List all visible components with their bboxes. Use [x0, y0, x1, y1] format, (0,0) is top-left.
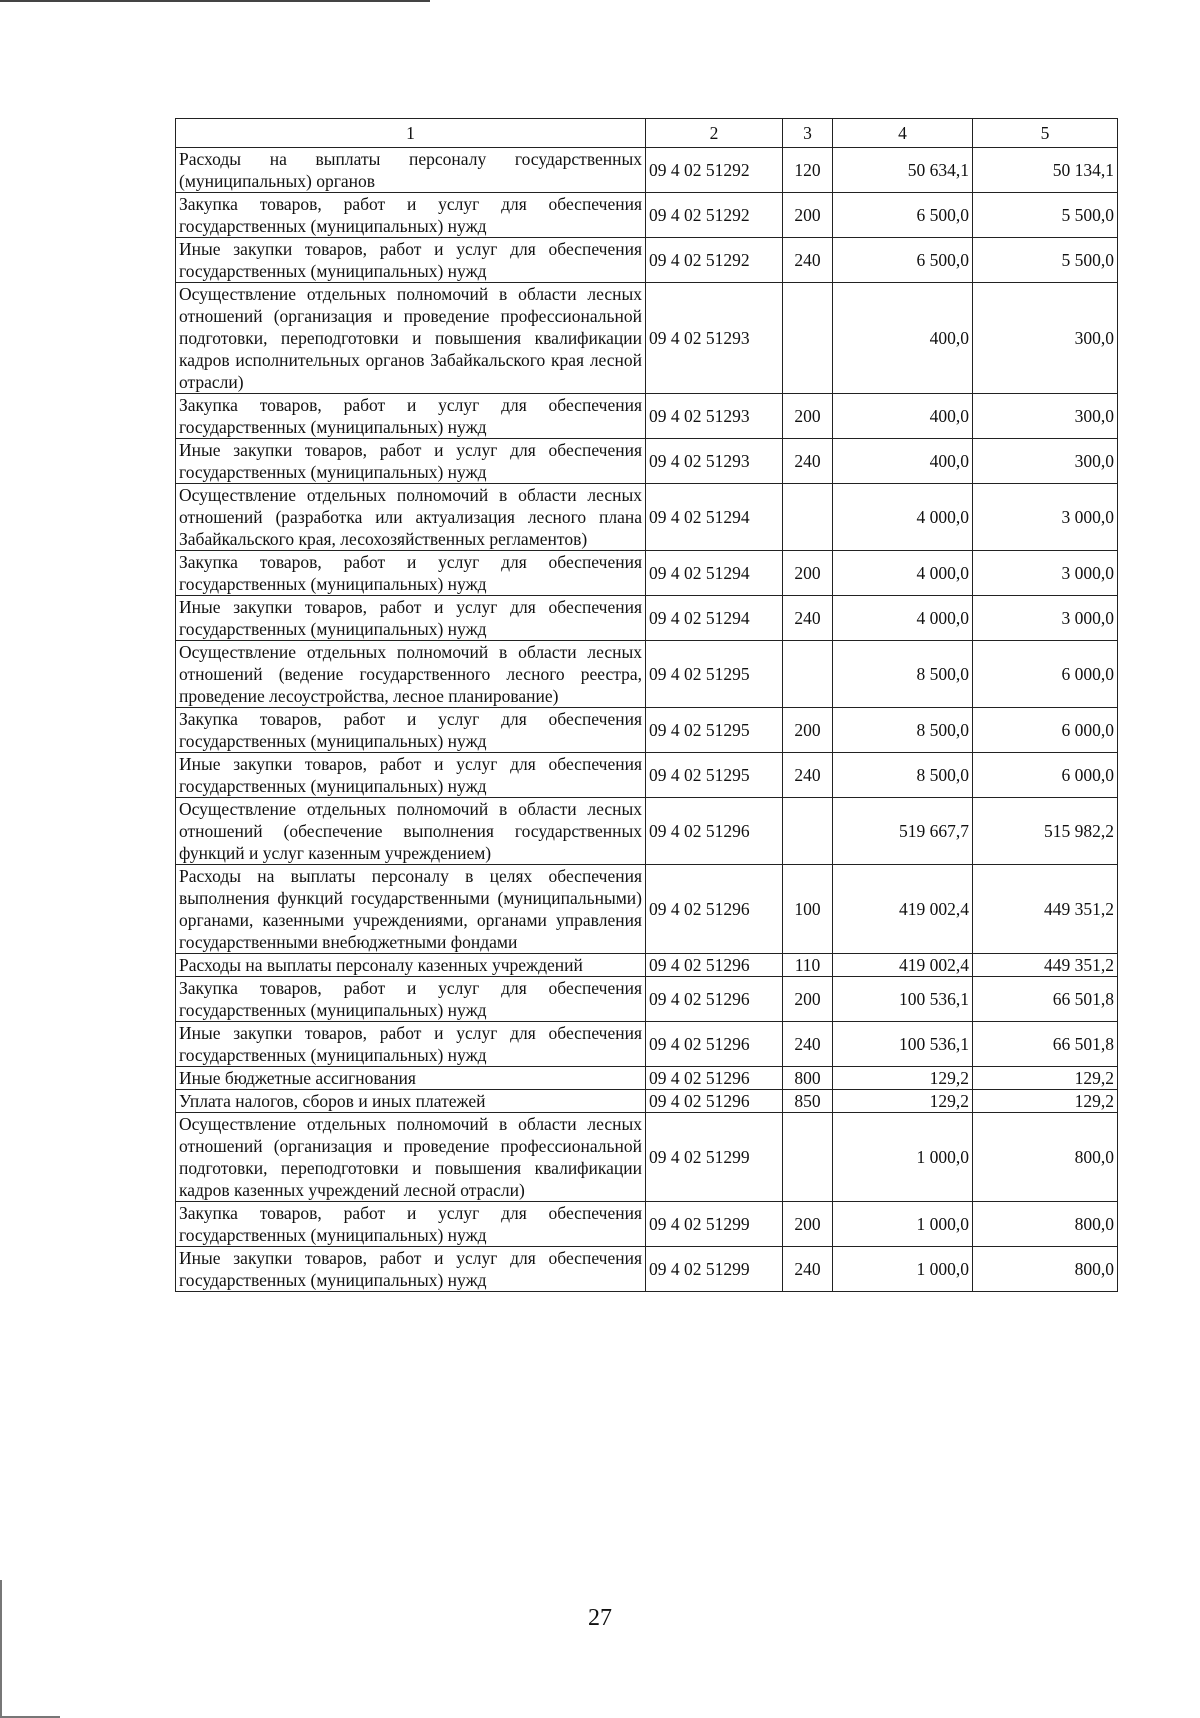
amount-col4-cell: 6 500,0 — [833, 193, 973, 238]
table-header-row — [176, 119, 1118, 148]
expense-type-cell — [783, 798, 833, 865]
table-row — [176, 1067, 1118, 1090]
expense-type-cell: 200 — [783, 394, 833, 439]
table-row — [176, 977, 1118, 1022]
target-code-cell: 09 4 02 51296 — [646, 865, 783, 954]
expense-name-cell: Осуществление отдельных полномочий в области лесных отношений (организация и проведение профессиональной подготовки, переподготовки и повышения квалификации кадров исполнительных органов Забайкальского края лесной отрасли) — [176, 283, 646, 394]
amount-col4-cell: 1 000,0 — [833, 1202, 973, 1247]
amount-col5-cell: 800,0 — [973, 1202, 1118, 1247]
expense-type-cell — [783, 1113, 833, 1202]
amount-col5-cell: 800,0 — [973, 1247, 1118, 1292]
amount-col5-cell: 66 501,8 — [973, 977, 1118, 1022]
expense-type-cell: 200 — [783, 551, 833, 596]
expense-type-cell: 120 — [783, 148, 833, 193]
table-row — [176, 193, 1118, 238]
expense-type-cell — [783, 641, 833, 708]
amount-col5-cell: 300,0 — [973, 394, 1118, 439]
amount-col4-cell: 100 536,1 — [833, 977, 973, 1022]
expense-name-cell: Иные закупки товаров, работ и услуг для обеспечения государственных (муниципальных) нужд — [176, 439, 646, 484]
expense-name-cell: Закупка товаров, работ и услуг для обеспечения государственных (муниципальных) нужд — [176, 977, 646, 1022]
target-code-cell: 09 4 02 51296 — [646, 977, 783, 1022]
page-number: 27 — [588, 1605, 612, 1631]
expense-name-cell: Иные закупки товаров, работ и услуг для обеспечения государственных (муниципальных) нужд — [176, 1022, 646, 1067]
amount-col4-cell: 8 500,0 — [833, 708, 973, 753]
target-code-cell: 09 4 02 51292 — [646, 193, 783, 238]
target-code-cell: 09 4 02 51296 — [646, 1067, 783, 1090]
expense-name-cell: Осуществление отдельных полномочий в области лесных отношений (организация и проведение профессиональной подготовки, переподготовки и повышения квалификации кадров казенных учреждений лесной отрасли) — [176, 1113, 646, 1202]
table-row — [176, 753, 1118, 798]
amount-col5-cell: 800,0 — [973, 1113, 1118, 1202]
expense-type-cell: 100 — [783, 865, 833, 954]
table-row — [176, 484, 1118, 551]
expense-name-cell: Закупка товаров, работ и услуг для обеспечения государственных (муниципальных) нужд — [176, 193, 646, 238]
table-row — [176, 1090, 1118, 1113]
expense-name-cell: Осуществление отдельных полномочий в области лесных отношений (разработка или актуализация лесного плана Забайкальского края, лесохозяйственных регламентов) — [176, 484, 646, 551]
table-row — [176, 439, 1118, 484]
amount-col5-cell: 5 500,0 — [973, 193, 1118, 238]
expense-type-cell — [783, 283, 833, 394]
expense-name-cell: Расходы на выплаты персоналу государственных (муниципальных) органов — [176, 148, 646, 193]
target-code-cell: 09 4 02 51295 — [646, 641, 783, 708]
amount-col5-cell: 6 000,0 — [973, 753, 1118, 798]
table-body — [176, 148, 1118, 1292]
amount-col5-cell: 129,2 — [973, 1067, 1118, 1090]
table-row — [176, 238, 1118, 283]
table-row — [176, 1202, 1118, 1247]
column-header: 2 — [646, 119, 783, 148]
amount-col5-cell: 6 000,0 — [973, 708, 1118, 753]
target-code-cell: 09 4 02 51294 — [646, 551, 783, 596]
expense-name-cell: Осуществление отдельных полномочий в области лесных отношений (обеспечение выполнения государственных функций и услуг казенным учреждением) — [176, 798, 646, 865]
column-header: 3 — [783, 119, 833, 148]
amount-col4-cell: 4 000,0 — [833, 551, 973, 596]
table-row — [176, 798, 1118, 865]
amount-col4-cell: 4 000,0 — [833, 596, 973, 641]
expense-name-cell: Иные бюджетные ассигнования — [176, 1067, 646, 1090]
target-code-cell: 09 4 02 51299 — [646, 1202, 783, 1247]
table-row — [176, 708, 1118, 753]
table-row — [176, 283, 1118, 394]
expense-name-cell: Уплата налогов, сборов и иных платежей — [176, 1090, 646, 1113]
target-code-cell: 09 4 02 51294 — [646, 484, 783, 551]
expense-type-cell: 240 — [783, 1022, 833, 1067]
expense-type-cell: 850 — [783, 1090, 833, 1113]
amount-col4-cell: 419 002,4 — [833, 954, 973, 977]
amount-col5-cell: 3 000,0 — [973, 484, 1118, 551]
target-code-cell: 09 4 02 51295 — [646, 708, 783, 753]
table-row — [176, 596, 1118, 641]
target-code-cell: 09 4 02 51292 — [646, 148, 783, 193]
target-code-cell: 09 4 02 51294 — [646, 596, 783, 641]
target-code-cell: 09 4 02 51299 — [646, 1113, 783, 1202]
expense-name-cell: Закупка товаров, работ и услуг для обеспечения государственных (муниципальных) нужд — [176, 1202, 646, 1247]
amount-col4-cell: 129,2 — [833, 1090, 973, 1113]
target-code-cell: 09 4 02 51296 — [646, 1090, 783, 1113]
scan-edge-line — [0, 1580, 2, 1718]
expense-type-cell: 200 — [783, 708, 833, 753]
amount-col4-cell: 519 667,7 — [833, 798, 973, 865]
amount-col5-cell: 449 351,2 — [973, 865, 1118, 954]
amount-col5-cell: 66 501,8 — [973, 1022, 1118, 1067]
budget-table — [175, 118, 1118, 1292]
expense-name-cell: Осуществление отдельных полномочий в области лесных отношений (ведение государственного лесного реестра, проведение лесоустройства, лесное планирование) — [176, 641, 646, 708]
target-code-cell: 09 4 02 51293 — [646, 394, 783, 439]
target-code-cell: 09 4 02 51299 — [646, 1247, 783, 1292]
expense-name-cell: Закупка товаров, работ и услуг для обеспечения государственных (муниципальных) нужд — [176, 708, 646, 753]
expense-name-cell: Иные закупки товаров, работ и услуг для обеспечения государственных (муниципальных) нужд — [176, 753, 646, 798]
amount-col5-cell: 449 351,2 — [973, 954, 1118, 977]
amount-col5-cell: 50 134,1 — [973, 148, 1118, 193]
amount-col4-cell: 1 000,0 — [833, 1247, 973, 1292]
table-row — [176, 1247, 1118, 1292]
table-row — [176, 865, 1118, 954]
amount-col5-cell: 300,0 — [973, 283, 1118, 394]
expense-name-cell: Расходы на выплаты персоналу казенных учреждений — [176, 954, 646, 977]
amount-col5-cell: 129,2 — [973, 1090, 1118, 1113]
expense-type-cell: 800 — [783, 1067, 833, 1090]
amount-col4-cell: 129,2 — [833, 1067, 973, 1090]
amount-col4-cell: 419 002,4 — [833, 865, 973, 954]
table-row — [176, 1022, 1118, 1067]
target-code-cell: 09 4 02 51295 — [646, 753, 783, 798]
target-code-cell: 09 4 02 51296 — [646, 954, 783, 977]
amount-col5-cell: 515 982,2 — [973, 798, 1118, 865]
amount-col5-cell: 3 000,0 — [973, 596, 1118, 641]
expense-type-cell: 240 — [783, 753, 833, 798]
amount-col4-cell: 400,0 — [833, 394, 973, 439]
amount-col4-cell: 400,0 — [833, 439, 973, 484]
scan-edge-line — [0, 0, 430, 2]
amount-col4-cell: 6 500,0 — [833, 238, 973, 283]
expense-type-cell — [783, 484, 833, 551]
target-code-cell: 09 4 02 51292 — [646, 238, 783, 283]
column-header: 1 — [176, 119, 646, 148]
expense-type-cell: 240 — [783, 596, 833, 641]
target-code-cell: 09 4 02 51296 — [646, 1022, 783, 1067]
expense-name-cell: Закупка товаров, работ и услуг для обеспечения государственных (муниципальных) нужд — [176, 394, 646, 439]
amount-col5-cell: 5 500,0 — [973, 238, 1118, 283]
amount-col4-cell: 50 634,1 — [833, 148, 973, 193]
expense-name-cell: Иные закупки товаров, работ и услуг для обеспечения государственных (муниципальных) нужд — [176, 238, 646, 283]
table-row — [176, 394, 1118, 439]
expense-name-cell: Расходы на выплаты персоналу в целях обеспечения выполнения функций государственными (муниципальными) органами, казенными учреждениями, органами управления государственными внебюджетными фондами — [176, 865, 646, 954]
target-code-cell: 09 4 02 51293 — [646, 439, 783, 484]
expense-type-cell: 200 — [783, 1202, 833, 1247]
amount-col4-cell: 400,0 — [833, 283, 973, 394]
table-row — [176, 641, 1118, 708]
amount-col5-cell: 6 000,0 — [973, 641, 1118, 708]
table-row — [176, 551, 1118, 596]
table-row — [176, 954, 1118, 977]
expense-type-cell: 240 — [783, 1247, 833, 1292]
amount-col4-cell: 100 536,1 — [833, 1022, 973, 1067]
column-header: 4 — [833, 119, 973, 148]
target-code-cell: 09 4 02 51293 — [646, 283, 783, 394]
expense-type-cell: 110 — [783, 954, 833, 977]
table-row — [176, 1113, 1118, 1202]
amount-col5-cell: 3 000,0 — [973, 551, 1118, 596]
amount-col4-cell: 1 000,0 — [833, 1113, 973, 1202]
expense-name-cell: Иные закупки товаров, работ и услуг для обеспечения государственных (муниципальных) нужд — [176, 1247, 646, 1292]
amount-col5-cell: 300,0 — [973, 439, 1118, 484]
expense-type-cell: 200 — [783, 977, 833, 1022]
column-header: 5 — [973, 119, 1118, 148]
expense-type-cell: 200 — [783, 193, 833, 238]
expense-type-cell: 240 — [783, 238, 833, 283]
amount-col4-cell: 8 500,0 — [833, 641, 973, 708]
amount-col4-cell: 8 500,0 — [833, 753, 973, 798]
target-code-cell: 09 4 02 51296 — [646, 798, 783, 865]
table-row — [176, 148, 1118, 193]
expense-name-cell: Закупка товаров, работ и услуг для обеспечения государственных (муниципальных) нужд — [176, 551, 646, 596]
amount-col4-cell: 4 000,0 — [833, 484, 973, 551]
expense-name-cell: Иные закупки товаров, работ и услуг для обеспечения государственных (муниципальных) нужд — [176, 596, 646, 641]
expense-type-cell: 240 — [783, 439, 833, 484]
